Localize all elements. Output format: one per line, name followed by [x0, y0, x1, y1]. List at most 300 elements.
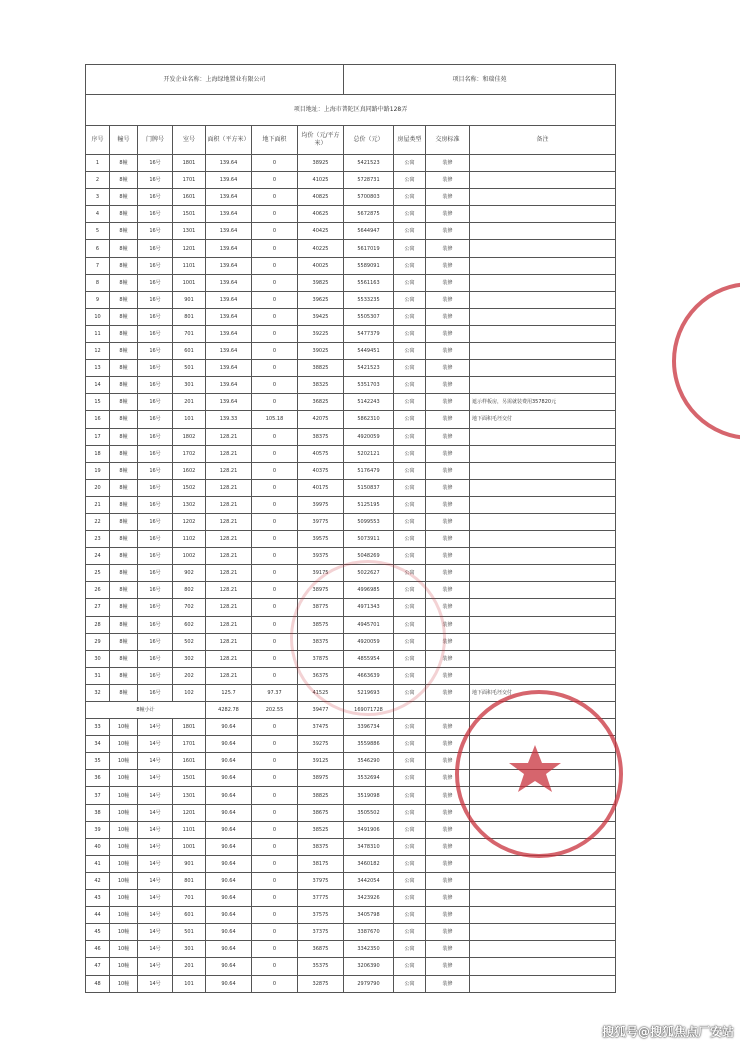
- row-building: 8幢: [110, 496, 138, 513]
- row-no: 19: [86, 462, 110, 479]
- row-gate: 14号: [138, 958, 173, 975]
- row-note: [470, 428, 616, 445]
- row-under-area: 105.18: [252, 411, 298, 428]
- row-no: 14: [86, 377, 110, 394]
- row-gate: 16号: [138, 548, 173, 565]
- table-row: [86, 411, 616, 428]
- row-total-price: 3423926: [344, 890, 394, 907]
- table-row: [86, 821, 616, 838]
- row-unit-price: 39375: [298, 548, 344, 565]
- subtotal-label: 8幢小计: [86, 702, 206, 719]
- col-header-under-area: 地下面积: [252, 126, 298, 155]
- row-room: 901: [173, 291, 206, 308]
- row-building: 8幢: [110, 633, 138, 650]
- row-no: 8: [86, 274, 110, 291]
- row-no: 11: [86, 325, 110, 342]
- row-unit-price: 36875: [298, 941, 344, 958]
- row-type: 公寓: [394, 291, 426, 308]
- row-standard: 装修: [426, 821, 470, 838]
- row-total-price: 5672875: [344, 206, 394, 223]
- watermark-text: 搜狐号@搜狐焦点厂安站: [601, 1025, 734, 1039]
- row-gate: 14号: [138, 941, 173, 958]
- row-gate: 14号: [138, 890, 173, 907]
- row-note: [470, 924, 616, 941]
- row-type: 公寓: [394, 907, 426, 924]
- row-area: 139.64: [206, 325, 252, 342]
- row-building: 8幢: [110, 684, 138, 701]
- row-note: [470, 872, 616, 889]
- row-no: 20: [86, 479, 110, 496]
- row-gate: 16号: [138, 684, 173, 701]
- row-room: 701: [173, 325, 206, 342]
- table-row: [86, 787, 616, 804]
- row-under-area: 0: [252, 975, 298, 992]
- row-no: 15: [86, 394, 110, 411]
- row-room: 702: [173, 599, 206, 616]
- row-room: 902: [173, 565, 206, 582]
- table-row: [86, 445, 616, 462]
- row-type: 公寓: [394, 975, 426, 992]
- row-unit-price: 38375: [298, 633, 344, 650]
- row-under-area: 0: [252, 308, 298, 325]
- row-standard: 装修: [426, 428, 470, 445]
- row-total-price: 3546290: [344, 753, 394, 770]
- row-standard: 装修: [426, 650, 470, 667]
- row-under-area: 0: [252, 838, 298, 855]
- row-type: 公寓: [394, 240, 426, 257]
- row-standard: 装修: [426, 924, 470, 941]
- row-type: 公寓: [394, 531, 426, 548]
- row-note: [470, 257, 616, 274]
- row-no: 32: [86, 684, 110, 701]
- row-unit-price: 37975: [298, 872, 344, 889]
- row-area: 139.64: [206, 206, 252, 223]
- subtotal-unit-price: 39477: [298, 702, 344, 719]
- table-body: [86, 155, 616, 993]
- row-no: 45: [86, 924, 110, 941]
- row-no: 27: [86, 599, 110, 616]
- row-no: 13: [86, 360, 110, 377]
- row-no: 43: [86, 890, 110, 907]
- row-area: 139.64: [206, 223, 252, 240]
- row-type: 公寓: [394, 172, 426, 189]
- row-type: 公寓: [394, 890, 426, 907]
- address-header-row: [86, 95, 616, 126]
- row-building: 10幢: [110, 821, 138, 838]
- subtotal-empty-cell: [426, 702, 470, 719]
- row-note: [470, 531, 616, 548]
- subtotal-empty-cell: [470, 702, 616, 719]
- row-note: [470, 633, 616, 650]
- row-note: 地下面积毛坯交付: [470, 684, 616, 701]
- row-gate: 14号: [138, 787, 173, 804]
- row-note: [470, 189, 616, 206]
- developer-name: 上海绿地置业有限公司: [205, 75, 266, 83]
- row-unit-price: 39425: [298, 308, 344, 325]
- row-note: [470, 445, 616, 462]
- table-row: [86, 496, 616, 513]
- table-row: [86, 240, 616, 257]
- table-row: [86, 719, 616, 736]
- row-room: 1801: [173, 719, 206, 736]
- col-header-building: 幢号: [110, 126, 138, 155]
- row-unit-price: 39775: [298, 513, 344, 530]
- row-area: 139.64: [206, 155, 252, 172]
- row-type: 公寓: [394, 411, 426, 428]
- row-room: 1001: [173, 274, 206, 291]
- row-type: 公寓: [394, 684, 426, 701]
- row-room: 1601: [173, 753, 206, 770]
- row-building: 10幢: [110, 890, 138, 907]
- row-no: 9: [86, 291, 110, 308]
- row-standard: 装修: [426, 223, 470, 240]
- row-standard: 装修: [426, 787, 470, 804]
- row-room: 302: [173, 650, 206, 667]
- table-row: [86, 975, 616, 992]
- row-building: 10幢: [110, 975, 138, 992]
- row-building: 10幢: [110, 719, 138, 736]
- row-building: 8幢: [110, 257, 138, 274]
- row-total-price: 3342350: [344, 941, 394, 958]
- row-building: 8幢: [110, 531, 138, 548]
- table-row: [86, 274, 616, 291]
- row-standard: 装修: [426, 445, 470, 462]
- row-total-price: 4996985: [344, 582, 394, 599]
- row-room: 1101: [173, 257, 206, 274]
- row-no: 17: [86, 428, 110, 445]
- row-unit-price: 37875: [298, 650, 344, 667]
- row-no: 2: [86, 172, 110, 189]
- row-under-area: 0: [252, 223, 298, 240]
- row-total-price: 5505307: [344, 308, 394, 325]
- row-unit-price: 38675: [298, 804, 344, 821]
- table-row: [86, 548, 616, 565]
- row-under-area: 0: [252, 360, 298, 377]
- table-row: [86, 206, 616, 223]
- table-row: [86, 291, 616, 308]
- row-building: 10幢: [110, 924, 138, 941]
- row-note: [470, 206, 616, 223]
- developer-label: 开发企业名称：: [163, 75, 206, 83]
- table-row: [86, 890, 616, 907]
- row-note: [470, 565, 616, 582]
- table-row: [86, 941, 616, 958]
- row-total-price: 3491906: [344, 821, 394, 838]
- row-type: 公寓: [394, 428, 426, 445]
- row-total-price: 5351703: [344, 377, 394, 394]
- row-gate: 16号: [138, 411, 173, 428]
- row-unit-price: 40425: [298, 223, 344, 240]
- row-type: 公寓: [394, 479, 426, 496]
- row-area: 128.21: [206, 667, 252, 684]
- row-no: 33: [86, 719, 110, 736]
- table-row: [86, 257, 616, 274]
- row-area: 139.33: [206, 411, 252, 428]
- row-under-area: 0: [252, 479, 298, 496]
- table-row: [86, 172, 616, 189]
- col-header-gate: 门牌号: [138, 126, 173, 155]
- table-row: [86, 325, 616, 342]
- row-type: 公寓: [394, 462, 426, 479]
- row-no: 39: [86, 821, 110, 838]
- table-row: [86, 565, 616, 582]
- row-unit-price: 39225: [298, 325, 344, 342]
- row-under-area: 0: [252, 240, 298, 257]
- row-gate: 16号: [138, 445, 173, 462]
- row-building: 10幢: [110, 855, 138, 872]
- col-header-unit-price: 均价（元/平方米）: [298, 126, 344, 155]
- row-standard: 装修: [426, 667, 470, 684]
- row-total-price: 5589091: [344, 257, 394, 274]
- row-area: 90.64: [206, 941, 252, 958]
- row-total-price: 3387670: [344, 924, 394, 941]
- row-under-area: 0: [252, 513, 298, 530]
- row-unit-price: 41525: [298, 684, 344, 701]
- row-note: [470, 770, 616, 787]
- table-row: [86, 343, 616, 360]
- row-unit-price: 40575: [298, 445, 344, 462]
- row-building: 8幢: [110, 274, 138, 291]
- row-room: 901: [173, 855, 206, 872]
- row-unit-price: 38975: [298, 582, 344, 599]
- row-under-area: 0: [252, 804, 298, 821]
- row-no: 5: [86, 223, 110, 240]
- row-note: [470, 890, 616, 907]
- row-gate: 16号: [138, 565, 173, 582]
- row-total-price: 3442054: [344, 872, 394, 889]
- row-area: 90.64: [206, 975, 252, 992]
- row-unit-price: 32875: [298, 975, 344, 992]
- row-under-area: 0: [252, 599, 298, 616]
- row-room: 1001: [173, 838, 206, 855]
- row-unit-price: 38175: [298, 855, 344, 872]
- row-total-price: 5048269: [344, 548, 394, 565]
- row-type: 公寓: [394, 667, 426, 684]
- row-total-price: 5728731: [344, 172, 394, 189]
- row-no: 46: [86, 941, 110, 958]
- row-no: 21: [86, 496, 110, 513]
- table-row: [86, 958, 616, 975]
- row-note: [470, 360, 616, 377]
- row-type: 公寓: [394, 189, 426, 206]
- row-total-price: 5219693: [344, 684, 394, 701]
- row-room: 501: [173, 924, 206, 941]
- row-type: 公寓: [394, 855, 426, 872]
- row-room: 1201: [173, 804, 206, 821]
- row-unit-price: 40625: [298, 206, 344, 223]
- row-note: [470, 907, 616, 924]
- row-building: 8幢: [110, 513, 138, 530]
- row-under-area: 0: [252, 548, 298, 565]
- project-label: 项目名称：: [452, 75, 483, 83]
- row-unit-price: 39175: [298, 565, 344, 582]
- row-total-price: 5561163: [344, 274, 394, 291]
- row-standard: 装修: [426, 872, 470, 889]
- row-note: [470, 736, 616, 753]
- subtotal-under-area: 202.55: [252, 702, 298, 719]
- row-area: 90.64: [206, 770, 252, 787]
- row-unit-price: 39275: [298, 736, 344, 753]
- table-row: [86, 907, 616, 924]
- row-room: 1302: [173, 496, 206, 513]
- company-seal-upper-right: [672, 282, 740, 440]
- row-type: 公寓: [394, 958, 426, 975]
- row-gate: 16号: [138, 650, 173, 667]
- row-standard: 装修: [426, 770, 470, 787]
- row-under-area: 0: [252, 907, 298, 924]
- row-note: [470, 650, 616, 667]
- table-row: [86, 531, 616, 548]
- row-total-price: 3396734: [344, 719, 394, 736]
- row-no: 47: [86, 958, 110, 975]
- row-room: 101: [173, 411, 206, 428]
- row-type: 公寓: [394, 445, 426, 462]
- row-gate: 14号: [138, 753, 173, 770]
- col-header-type: 房屋类型: [394, 126, 426, 155]
- row-no: 29: [86, 633, 110, 650]
- row-unit-price: 42075: [298, 411, 344, 428]
- table-row: [86, 582, 616, 599]
- row-standard: 装修: [426, 736, 470, 753]
- row-no: 12: [86, 343, 110, 360]
- row-unit-price: 37575: [298, 907, 344, 924]
- row-total-price: 3519098: [344, 787, 394, 804]
- row-under-area: 0: [252, 189, 298, 206]
- row-area: 128.21: [206, 616, 252, 633]
- row-building: 8幢: [110, 377, 138, 394]
- row-gate: 16号: [138, 206, 173, 223]
- row-standard: 装修: [426, 462, 470, 479]
- row-standard: 装修: [426, 890, 470, 907]
- row-standard: 装修: [426, 599, 470, 616]
- row-area: 139.64: [206, 274, 252, 291]
- row-under-area: 0: [252, 941, 298, 958]
- row-unit-price: 39975: [298, 496, 344, 513]
- row-gate: 16号: [138, 582, 173, 599]
- row-no: 44: [86, 907, 110, 924]
- row-unit-price: 38325: [298, 377, 344, 394]
- row-standard: 装修: [426, 719, 470, 736]
- table-row: [86, 479, 616, 496]
- row-room: 1301: [173, 223, 206, 240]
- row-unit-price: 40175: [298, 479, 344, 496]
- row-gate: 14号: [138, 821, 173, 838]
- row-total-price: 3532694: [344, 770, 394, 787]
- row-type: 公寓: [394, 838, 426, 855]
- row-gate: 16号: [138, 428, 173, 445]
- row-note: [470, 753, 616, 770]
- row-gate: 14号: [138, 804, 173, 821]
- row-note: [470, 582, 616, 599]
- row-room: 801: [173, 872, 206, 889]
- row-no: 48: [86, 975, 110, 992]
- row-gate: 16号: [138, 462, 173, 479]
- row-standard: 装修: [426, 360, 470, 377]
- row-under-area: 0: [252, 821, 298, 838]
- row-unit-price: 38375: [298, 838, 344, 855]
- row-building: 8幢: [110, 548, 138, 565]
- row-area: 128.21: [206, 633, 252, 650]
- row-area: 90.64: [206, 838, 252, 855]
- row-standard: 装修: [426, 855, 470, 872]
- row-note: [470, 804, 616, 821]
- row-area: 128.21: [206, 582, 252, 599]
- row-room: 1301: [173, 787, 206, 804]
- row-building: 10幢: [110, 753, 138, 770]
- row-under-area: 0: [252, 274, 298, 291]
- row-no: 42: [86, 872, 110, 889]
- row-type: 公寓: [394, 872, 426, 889]
- row-standard: 装修: [426, 377, 470, 394]
- row-note: [470, 240, 616, 257]
- row-gate: 16号: [138, 633, 173, 650]
- row-under-area: 0: [252, 445, 298, 462]
- row-building: 10幢: [110, 804, 138, 821]
- row-standard: 装修: [426, 274, 470, 291]
- row-gate: 14号: [138, 975, 173, 992]
- row-no: 30: [86, 650, 110, 667]
- row-area: 90.64: [206, 804, 252, 821]
- row-gate: 16号: [138, 308, 173, 325]
- developer-cell: [86, 65, 344, 95]
- row-under-area: 0: [252, 531, 298, 548]
- row-area: 128.21: [206, 479, 252, 496]
- row-gate: 16号: [138, 189, 173, 206]
- row-under-area: 0: [252, 496, 298, 513]
- row-note: [470, 496, 616, 513]
- column-header-row: [86, 126, 616, 155]
- row-area: 139.64: [206, 189, 252, 206]
- row-total-price: 5099553: [344, 513, 394, 530]
- row-standard: 装修: [426, 496, 470, 513]
- row-standard: 装修: [426, 411, 470, 428]
- row-under-area: 0: [252, 633, 298, 650]
- table-row: [86, 736, 616, 753]
- row-type: 公寓: [394, 650, 426, 667]
- row-room: 201: [173, 958, 206, 975]
- row-gate: 14号: [138, 907, 173, 924]
- row-room: 1802: [173, 428, 206, 445]
- row-note: [470, 855, 616, 872]
- row-building: 8幢: [110, 479, 138, 496]
- row-gate: 16号: [138, 479, 173, 496]
- row-type: 公寓: [394, 599, 426, 616]
- table-row: [86, 753, 616, 770]
- table-row: [86, 428, 616, 445]
- row-gate: 16号: [138, 513, 173, 530]
- row-room: 802: [173, 582, 206, 599]
- row-total-price: 2979790: [344, 975, 394, 992]
- col-header-room: 室号: [173, 126, 206, 155]
- table-row: [86, 684, 616, 701]
- row-no: 35: [86, 753, 110, 770]
- row-building: 10幢: [110, 941, 138, 958]
- row-unit-price: 37775: [298, 890, 344, 907]
- row-note: [470, 462, 616, 479]
- price-list-sheet: [85, 64, 615, 993]
- col-header-no: 序号: [86, 126, 110, 155]
- row-gate: 16号: [138, 496, 173, 513]
- table-row: [86, 462, 616, 479]
- row-room: 1202: [173, 513, 206, 530]
- row-total-price: 5862310: [344, 411, 394, 428]
- row-gate: 16号: [138, 360, 173, 377]
- row-room: 301: [173, 377, 206, 394]
- row-note: [470, 377, 616, 394]
- row-area: 90.64: [206, 719, 252, 736]
- row-type: 公寓: [394, 223, 426, 240]
- row-total-price: 5176479: [344, 462, 394, 479]
